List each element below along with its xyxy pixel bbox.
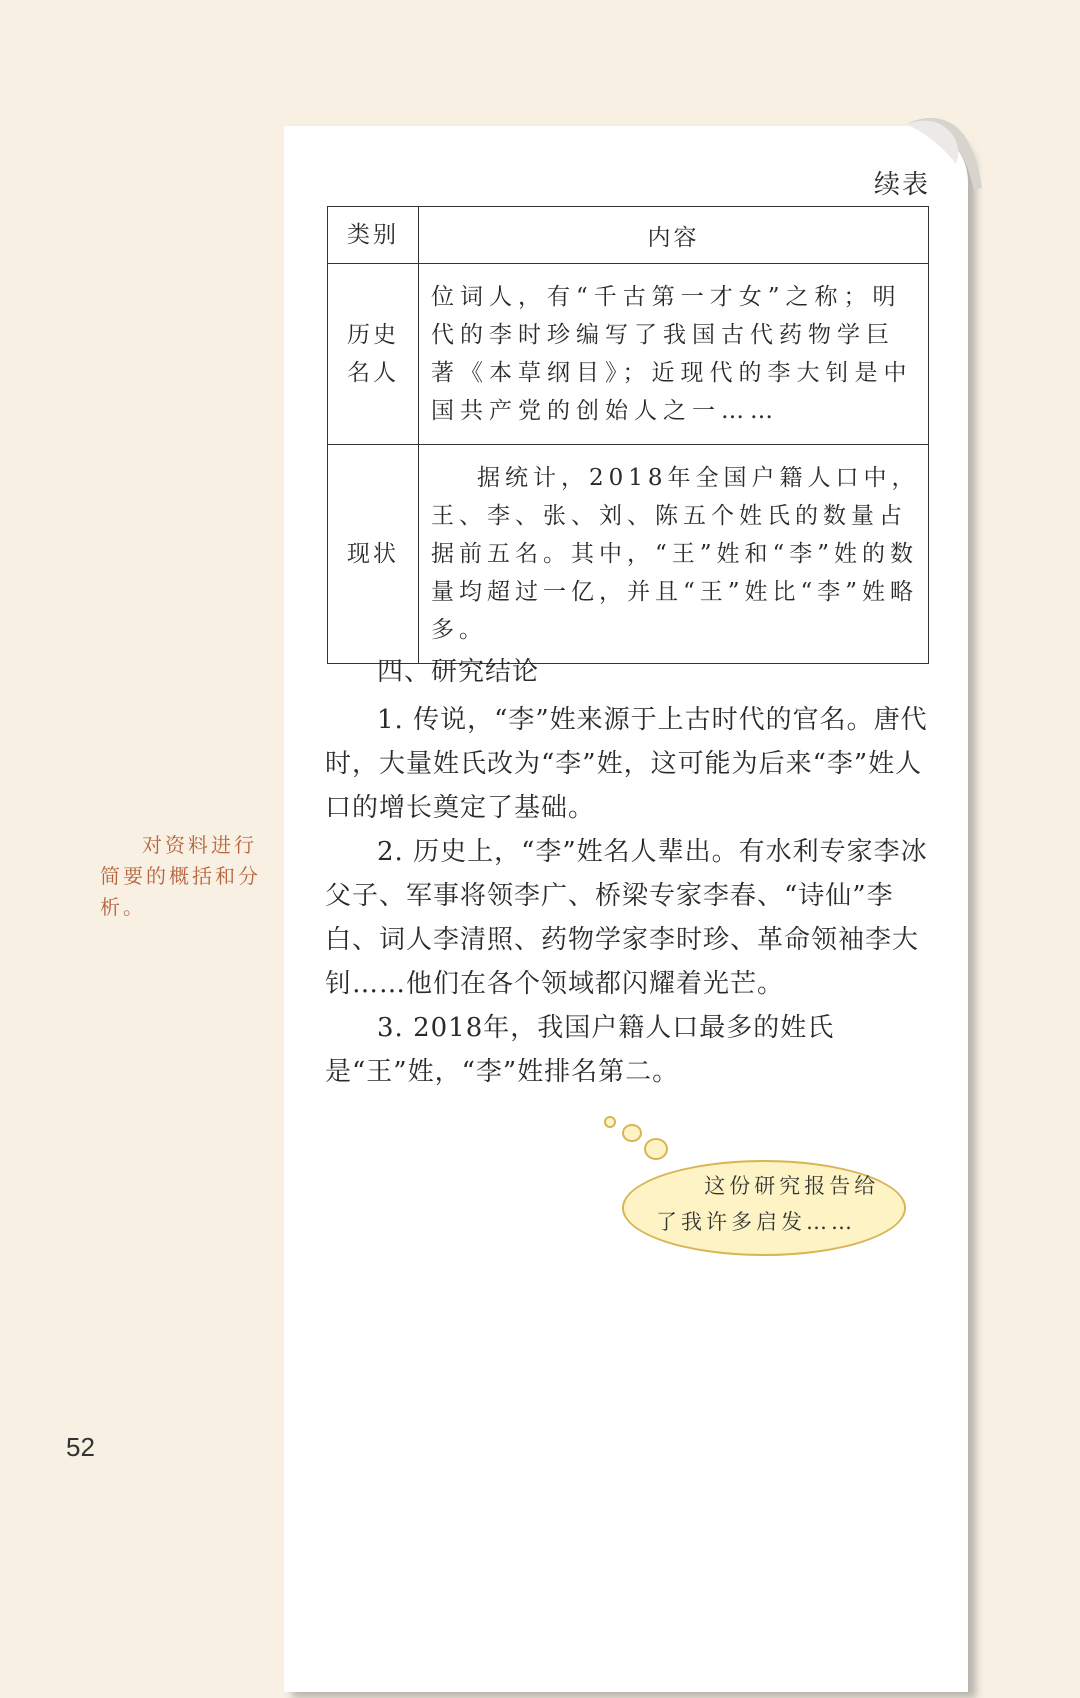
table-row <box>328 445 929 664</box>
continued-table-label: 续表 <box>873 170 930 200</box>
header-category: 类别 <box>328 207 419 264</box>
margin-note-text: 对资料进行简要的概括和分析。 <box>100 833 261 919</box>
info-table <box>327 206 929 664</box>
section-heading: 四、研究结论 <box>377 657 540 687</box>
row-category <box>328 264 419 445</box>
margin-note <box>100 830 270 923</box>
row-content: 位词人，有“千古第一才女”之称；明代的李时珍编写了我国古代药物学巨著《本草纲目》；近现代的李大钊是中国共产党的创始人之一…… <box>419 264 929 445</box>
thought-bubble-text: 这份研究报告给了我许多启发…… <box>656 1174 880 1234</box>
row-content: 据统计，2018年全国户籍人口中，王、李、张、刘、陈五个姓氏的数量占据前五名。其中，“王”姓和“李”姓的数量均超过一亿，并且“王”姓比“李”姓略多。 <box>419 445 929 664</box>
row-category-label: 历史名人 <box>347 322 399 386</box>
table-row <box>328 264 929 445</box>
header-content: 内容 <box>419 207 929 264</box>
conclusion-item: 2. 历史上，“李”姓名人辈出。有水利专家李冰父子、军事将领李广、桥梁专家李春、“诗仙”李白、词人李清照、药物学家李时珍、革命领袖李大钊……他们在各个领域都闪耀着光芒。 <box>325 837 928 999</box>
conclusion-item: 3. 2018年，我国户籍人口最多的姓氏是“王”姓，“李”姓排名第二。 <box>325 1013 835 1087</box>
research-conclusion <box>325 650 929 1094</box>
thought-dot <box>622 1124 642 1142</box>
conclusion-item: 1. 传说，“李”姓来源于上古时代的官名。唐代时，大量姓氏改为“李”姓，这可能为后来“李”姓人口的增长奠定了基础。 <box>325 705 928 823</box>
row-category: 现状 <box>328 445 419 664</box>
page-number: 52 <box>66 1432 95 1462</box>
thought-dot <box>644 1138 668 1160</box>
table-header-row <box>328 207 929 264</box>
thought-dot <box>604 1116 616 1128</box>
